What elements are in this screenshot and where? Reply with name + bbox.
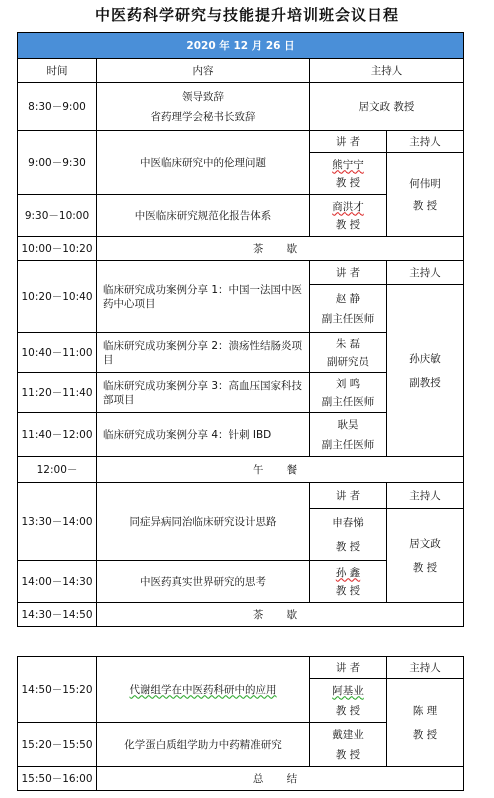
chair-cell bbox=[387, 285, 464, 457]
speaker-name: 申春悌 bbox=[332, 516, 364, 529]
break-label: 茶 歇 bbox=[97, 237, 464, 261]
time-cell: 11:40－12:00 bbox=[18, 413, 97, 457]
speaker-title: 教 授 bbox=[335, 218, 361, 231]
time-cell: 8:30－9:00 bbox=[18, 83, 97, 131]
agenda-table bbox=[17, 32, 464, 627]
speaker-name: 刘 鸣 bbox=[335, 377, 361, 390]
lunch-label: 午 餐 bbox=[97, 457, 464, 483]
speaker-cell bbox=[310, 373, 387, 413]
topic-cell: 化学蛋白质组学助力中药精准研究 bbox=[97, 723, 310, 767]
speaker-title: 副研究员 bbox=[327, 355, 369, 368]
speaker-cell bbox=[310, 723, 387, 767]
speaker-name: 朱 磊 bbox=[335, 337, 361, 350]
speaker-cell bbox=[310, 285, 387, 333]
speaker-title: 副主任医师 bbox=[321, 438, 375, 451]
host-cell: 居文政 教授 bbox=[310, 83, 464, 131]
time-cell: 13:30－14:00 bbox=[18, 483, 97, 561]
chair-header: 主持人 bbox=[387, 657, 464, 679]
speaker-title: 教 授 bbox=[335, 540, 361, 553]
header-time: 时间 bbox=[18, 59, 97, 83]
chair-title: 教 授 bbox=[412, 561, 438, 574]
speaker-title: 教 授 bbox=[335, 584, 361, 597]
chair-title: 副教授 bbox=[409, 376, 441, 389]
page-title: 中医药科学研究与技能提升培训班会议日程 bbox=[94, 6, 399, 24]
time-cell: 10:00－10:20 bbox=[18, 237, 97, 261]
speaker-title: 教 授 bbox=[335, 704, 361, 717]
speaker-cell bbox=[310, 561, 387, 603]
topic-cell: 中医临床研究中的伦理问题 bbox=[97, 131, 310, 195]
topic-text: 代谢组学在中医药科研中的应用 bbox=[129, 683, 277, 696]
time-cell: 11:20－11:40 bbox=[18, 373, 97, 413]
time-cell: 15:20－15:50 bbox=[18, 723, 97, 767]
topic-cell bbox=[97, 657, 310, 723]
closing-label: 总 结 bbox=[97, 767, 464, 791]
chair-title: 教 授 bbox=[412, 728, 438, 741]
speaker-header: 讲 者 bbox=[310, 657, 387, 679]
speaker-name: 赵 静 bbox=[335, 292, 361, 305]
opening-line-2: 省药理学会秘书长致辞 bbox=[150, 110, 256, 123]
header-host: 主持人 bbox=[310, 59, 464, 83]
topic-cell: 临床研究成功案例分享 4：针刺 IBD bbox=[97, 413, 310, 457]
speaker-cell bbox=[310, 509, 387, 561]
topic-cell: 中医药真实世界研究的思考 bbox=[97, 561, 310, 603]
topic-cell: 临床研究成功案例分享 2：溃疡性结肠炎项目 bbox=[97, 333, 310, 373]
topic-cell: 临床研究成功案例分享 3：高血压国家科技部项目 bbox=[97, 373, 310, 413]
speaker-title: 副主任医师 bbox=[321, 312, 375, 325]
time-cell: 9:00－9:30 bbox=[18, 131, 97, 195]
header-content: 内容 bbox=[97, 59, 310, 83]
speaker-name: 孙 鑫 bbox=[335, 566, 361, 579]
time-cell: 14:50－15:20 bbox=[18, 657, 97, 723]
speaker-name: 阿基业 bbox=[332, 684, 364, 697]
speaker-cell bbox=[310, 679, 387, 723]
time-cell: 14:30－14:50 bbox=[18, 603, 97, 627]
speaker-name: 戴建业 bbox=[332, 728, 364, 741]
speaker-cell bbox=[310, 413, 387, 457]
topic-cell: 同症异病同治临床研究设计思路 bbox=[97, 483, 310, 561]
speaker-name: 熊宁宁 bbox=[332, 158, 364, 171]
speaker-header: 讲 者 bbox=[310, 261, 387, 285]
speaker-title: 教 授 bbox=[335, 748, 361, 761]
break-label: 茶 歇 bbox=[97, 603, 464, 627]
chair-name: 何伟明 bbox=[409, 177, 441, 190]
time-cell: 9:30－10:00 bbox=[18, 195, 97, 237]
speaker-name: 商洪才 bbox=[332, 200, 364, 213]
chair-header: 主持人 bbox=[387, 483, 464, 509]
speaker-cell bbox=[310, 153, 387, 195]
chair-name: 孙庆敏 bbox=[409, 352, 441, 365]
chair-cell bbox=[387, 153, 464, 237]
topic-cell: 中医临床研究规范化报告体系 bbox=[97, 195, 310, 237]
date-header: 2020 年 12 月 26 日 bbox=[18, 33, 464, 59]
topic-cell: 临床研究成功案例分享 1：中国一法国中医药中心项目 bbox=[97, 261, 310, 333]
chair-header: 主持人 bbox=[387, 261, 464, 285]
speaker-title: 教 授 bbox=[335, 176, 361, 189]
topic-cell bbox=[97, 83, 310, 131]
speaker-cell bbox=[310, 195, 387, 237]
chair-name: 居文政 bbox=[409, 537, 441, 550]
speaker-cell bbox=[310, 333, 387, 373]
table-row bbox=[18, 83, 464, 131]
time-cell: 15:50－16:00 bbox=[18, 767, 97, 791]
speaker-header: 讲 者 bbox=[310, 131, 387, 153]
chair-title: 教 授 bbox=[412, 199, 438, 212]
chair-cell bbox=[387, 679, 464, 767]
speaker-name: 耿昊 bbox=[337, 418, 359, 431]
opening-line-1: 领导致辞 bbox=[182, 90, 224, 103]
time-cell: 12:00－ bbox=[18, 457, 97, 483]
time-cell: 10:40－11:00 bbox=[18, 333, 97, 373]
agenda-table-continued bbox=[17, 656, 464, 791]
chair-header: 主持人 bbox=[387, 131, 464, 153]
speaker-title: 副主任医师 bbox=[321, 395, 375, 408]
time-cell: 10:20－10:40 bbox=[18, 261, 97, 333]
speaker-header: 讲 者 bbox=[310, 483, 387, 509]
chair-cell bbox=[387, 509, 464, 603]
time-cell: 14:00－14:30 bbox=[18, 561, 97, 603]
chair-name: 陈 理 bbox=[412, 704, 438, 717]
